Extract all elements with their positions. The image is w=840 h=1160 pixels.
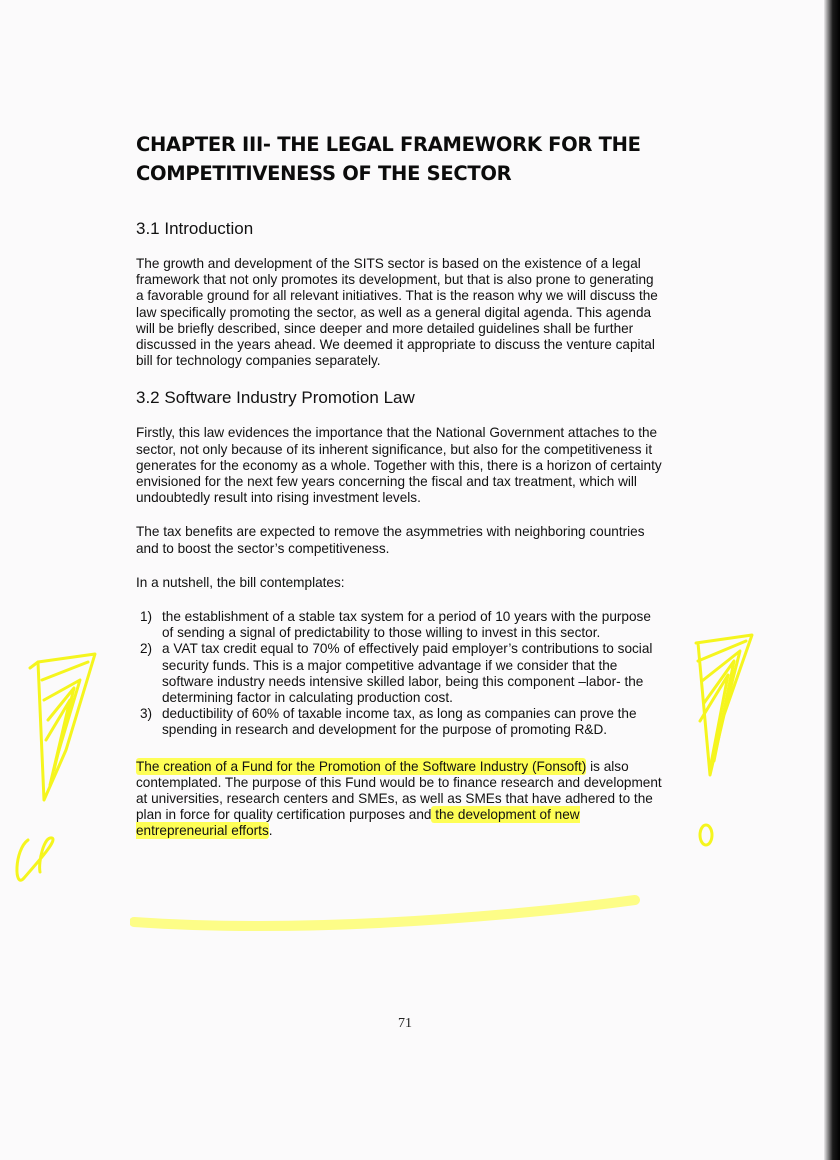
list-item-text: deductibility of 60% of taxable income tax, as long as companies can prove the spending in research and development for the purpose of promoting R&D. [162,706,637,738]
highlighted-text-entrepreneurial-efforts: the development of new entrepreneurial efforts [136,807,580,839]
highlighted-text-fonsoft: The creation of a Fund for the Promotion of the Software Industry (Fonsoft) [136,758,587,774]
section-heading-introduction: 3.1 Introduction [136,219,254,238]
highlighter-stroke-annotation [130,892,640,938]
page-number: 71 [398,1016,412,1031]
list-item [136,609,664,641]
list-item [136,706,664,738]
fonsoft-paragraph [136,759,664,840]
list-item [136,641,664,706]
introduction-paragraph: The growth and development of the SITS sector is based on the existence of a legal framework that not only promotes its development, but that is also prone to generating a favorable ground for all relevant initiatives. That is the reason why we will discuss the law specifically promoting the sector, as well as a general digital agenda. This agenda will be briefly described, since deeper and more detailed guidelines shall be further discussed in the years ahead. We deemed it appropriate to discuss the venture capital bill for technology companies separately. [136,256,658,369]
document-body [136,130,664,858]
chapter-title [136,130,664,188]
chapter-title-line-2: COMPETITIVENESS OF THE SECTOR [136,162,512,185]
bill-contemplations-list [136,609,664,739]
fonsoft-paragraph-end: . [268,823,273,839]
scan-right-edge [824,0,840,1160]
section-heading-promotion-law: 3.2 Software Industry Promotion Law [136,388,415,408]
left-exclamation-mark-annotation [0,640,110,900]
fonsoft-paragraph-body: is also contemplated. The purpose of this Fund would be to finance research and development at universities, research centers and SMEs, as well as SMEs that have adhered to the plan in force for quality certification purposes and [136,758,662,823]
promotion-law-paragraph-2: The tax benefits are expected to remove the asymmetries with neighboring countries and to boost the sector’s competitiveness. [136,524,645,556]
list-item-number: 2) [140,641,153,657]
chapter-title-line-1: CHAPTER III- THE LEGAL FRAMEWORK FOR THE [136,133,641,156]
list-item-number: 1) [140,609,153,625]
list-item-number: 3) [140,706,153,722]
right-exclamation-mark-annotation [680,625,770,855]
promotion-law-paragraph-3: In a nutshell, the bill contemplates: [136,574,345,590]
promotion-law-paragraph-1: Firstly, this law evidences the importance that the National Government attaches to the sector, not only because of its inherent significance, but also for the competitiveness it generates for the economy as a whole. Together with this, there is a horizon of certainty envisioned for the next few years concerning the fiscal and tax treatment, which will undoubtedly result into rising investment levels. [136,425,662,506]
list-item-text: the establishment of a stable tax system for a period of 10 years with the purpose of sending a signal of predictability to those willing to invest in this sector. [162,609,651,641]
list-item-text: a VAT tax credit equal to 70% of effectively paid employer’s contributions to social security funds. This is a major competitive advantage if we consider that the software industry needs intensive skilled labor, being this component –labor- the determining factor in calculating production cost. [162,641,653,706]
